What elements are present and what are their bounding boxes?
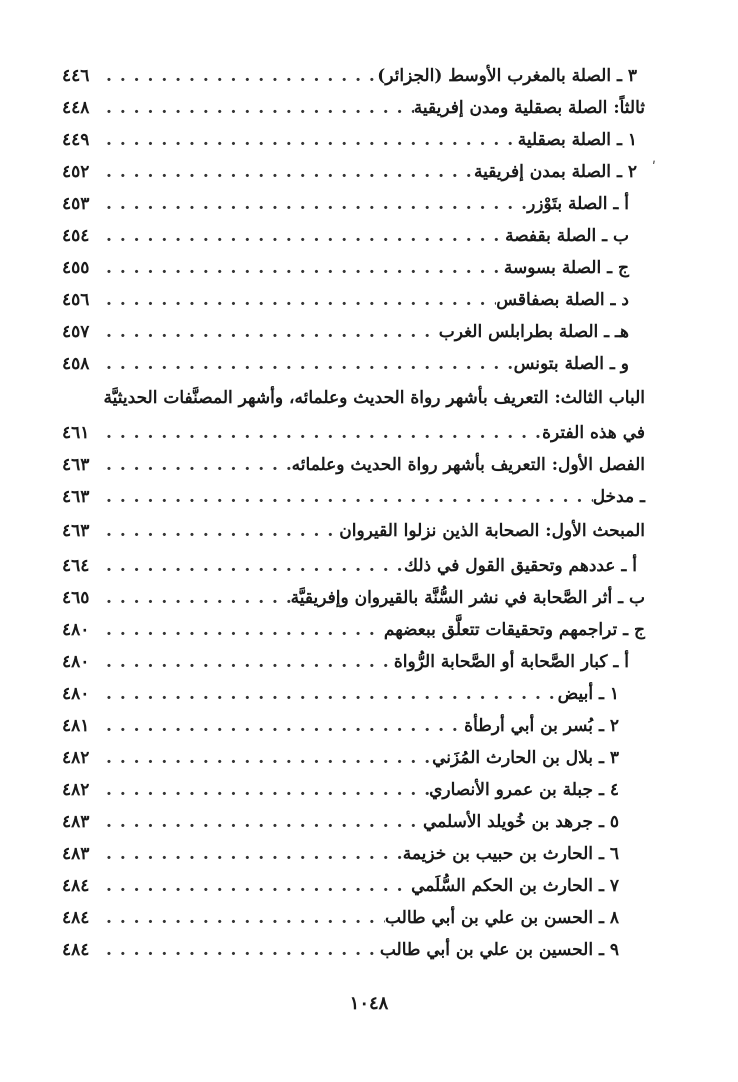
- toc-entry-title: [291, 582, 645, 614]
- toc-entry-title: [385, 902, 619, 934]
- toc-entry-text: ٧ ـ الحارث بن الحكم السُّلَمي: [411, 876, 619, 896]
- toc-entry-text: و ـ الصلة بتونس: [513, 354, 629, 374]
- toc-entry: [62, 774, 645, 806]
- dot-leader: [100, 582, 291, 614]
- toc-entry-text: ج ـ تراجمهم وتحقيقات تتعلَّق ببعضهم: [383, 620, 645, 640]
- toc-entry-text: أ ـ كبار الصَّحابة أو الصَّحابة الرُّواة: [393, 652, 629, 672]
- toc-entry-title: [404, 550, 637, 582]
- toc-entry-page: ٤٨٤: [62, 908, 90, 928]
- toc-entry: [62, 742, 645, 774]
- table-of-contents: [62, 60, 645, 966]
- toc-entry-page: ٤٨٠: [62, 684, 90, 704]
- toc-entry: [62, 710, 645, 742]
- toc-entry-text: ٥ ـ جرهد بن خُويلد الأسلمي: [422, 812, 619, 832]
- dot-leader: [100, 646, 394, 678]
- dot-leader: [100, 449, 292, 481]
- dot-leader: [100, 806, 423, 838]
- toc-entry: [62, 646, 645, 678]
- toc-entry-title: [429, 774, 619, 806]
- toc-entry: [62, 614, 645, 646]
- dot-leader: [100, 838, 403, 870]
- toc-entry-title: [558, 678, 619, 710]
- toc-entry-text: ٣ ـ الصلة بالمغرب الأوسط (الجزائر): [377, 66, 637, 86]
- toc-entry-page: ٤٦٥: [62, 588, 90, 608]
- toc-entry-title: [339, 513, 645, 550]
- dot-leader: [100, 348, 514, 380]
- toc-entry-label: الفصل الأول:: [551, 455, 645, 475]
- dot-leader: [100, 92, 414, 124]
- toc-entry-page: ٤٥٨: [62, 354, 90, 374]
- toc-entry: [62, 92, 645, 124]
- toc-entry-page: ٤٦٣: [62, 521, 90, 541]
- toc-entry-title: [432, 742, 619, 774]
- margin-mark: ʹ: [652, 160, 656, 176]
- toc-entry: [62, 188, 645, 220]
- toc-entry-title: [505, 220, 629, 252]
- toc-entry-page: ٤٥٦: [62, 290, 90, 310]
- page-number: ١٠٤٨: [349, 993, 389, 1014]
- toc-entry-title: [380, 934, 619, 966]
- toc-entry-page: ٤٨٤: [62, 940, 90, 960]
- toc-entry-page: ٤٦١: [62, 423, 90, 443]
- toc-entry-page: ٤٨٣: [62, 812, 90, 832]
- dot-leader: [100, 870, 411, 902]
- toc-entry-text: ب ـ أثر الصَّحابة في نشر السُّنَّة بالقيروان وإفريقيَّة: [290, 588, 645, 608]
- toc-entry: [62, 582, 645, 614]
- toc-entry-text: ٢ ـ بُسر بن أبي أرطأة: [464, 716, 619, 736]
- toc-entry: [62, 156, 645, 188]
- toc-entry-page: ٤٤٩: [62, 130, 90, 150]
- dot-leader: [100, 60, 377, 92]
- toc-entry-title: [62, 380, 645, 417]
- dot-leader: [100, 188, 527, 220]
- toc-entry-page: ٤٨٠: [62, 620, 90, 640]
- toc-entry-title: [464, 710, 619, 742]
- toc-entry-text: الصلة بصقلية ومدن إفريقية: [413, 98, 608, 118]
- toc-entry-text: أ ـ عددهم وتحقيق القول في ذلك: [404, 556, 637, 576]
- toc-entry-page: ٤٦٣: [62, 455, 90, 475]
- toc-entry-page: ٤٥٢: [62, 162, 90, 182]
- toc-entry-label: المبحث الأول:: [545, 521, 645, 541]
- toc-entry-text: ٣ ـ بلال بن الحارث المُزَني: [432, 748, 619, 768]
- toc-entry-text: د ـ الصلة بصفاقس: [496, 290, 629, 310]
- toc-entry: [62, 60, 645, 92]
- toc-entry-title: [423, 806, 619, 838]
- toc-entry-label: الباب الثالث:: [554, 388, 645, 408]
- toc-entry: [62, 481, 645, 513]
- toc-entry-text: ب ـ الصلة بقفصة: [505, 226, 629, 246]
- dot-leader: [100, 550, 404, 582]
- toc-entry-page: ٤٦٣: [62, 487, 90, 507]
- toc-entry-title: [403, 838, 619, 870]
- toc-entry-text: التعريف بأشهر رواة الحديث وعلمائه، وأشهر المصنَّفات الحديثيَّة: [103, 388, 549, 408]
- dot-leader: [100, 417, 542, 449]
- toc-entry: [62, 449, 645, 481]
- toc-entry-text: هـ ـ الصلة بطرابلس الغرب: [438, 322, 629, 342]
- toc-entry: [62, 550, 645, 582]
- toc-entry-page: ٤٨٤: [62, 876, 90, 896]
- dot-leader: [100, 284, 496, 316]
- toc-entry-page: ٤٦٤: [62, 556, 90, 576]
- toc-entry-page: ٤٨١: [62, 716, 90, 736]
- toc-entry-page: ٤٥٧: [62, 322, 90, 342]
- toc-entry: [62, 220, 645, 252]
- toc-entry-text: أ ـ الصلة بتَوْزر: [527, 194, 629, 214]
- toc-entry-title: [474, 156, 637, 188]
- toc-entry: [62, 348, 645, 380]
- toc-entry-text: ٦ ـ الحارث بن حبيب بن خزيمة: [402, 844, 619, 864]
- toc-entry-page: ٤٥٣: [62, 194, 90, 214]
- toc-entry: [62, 417, 645, 449]
- toc-entry-title: [527, 188, 629, 220]
- toc-entry-text: ٩ ـ الحسين بن علي بن أبي طالب: [379, 940, 619, 960]
- dot-leader: [100, 742, 432, 774]
- toc-entry-title: [292, 449, 645, 481]
- toc-entry-text: الصحابة الذين نزلوا القيروان: [339, 521, 540, 541]
- toc-entry-text: ـ مدخل: [592, 487, 645, 507]
- toc-entry-page: ٤٨٢: [62, 748, 90, 768]
- toc-entry-page: ٤٤٦: [62, 66, 90, 86]
- toc-entry-page: ٤٨٣: [62, 844, 90, 864]
- toc-entry-title: [377, 60, 637, 92]
- toc-entry-title: [496, 284, 629, 316]
- toc-entry: [62, 902, 645, 934]
- toc-entry-text: ج ـ الصلة بسوسة: [503, 258, 629, 278]
- toc-entry-text: ١ ـ أبيض: [557, 684, 619, 704]
- toc-entry: [62, 678, 645, 710]
- toc-entry: [62, 806, 645, 838]
- dot-leader: [100, 156, 474, 188]
- toc-entry-page: ٤٨٢: [62, 780, 90, 800]
- toc-entry: [62, 284, 645, 316]
- toc-entry-title: [504, 252, 629, 284]
- toc-entry: [62, 934, 645, 966]
- dot-leader: [100, 934, 380, 966]
- toc-entry: [62, 124, 645, 156]
- dot-leader: [100, 513, 339, 550]
- toc-entry-text: ٢ ـ الصلة بمدن إفريقية: [474, 162, 637, 182]
- dot-leader: [100, 774, 429, 806]
- toc-entry-title: [411, 870, 619, 902]
- dot-leader: [100, 710, 464, 742]
- toc-entry: [62, 513, 645, 550]
- toc-entry-text: ١ ـ الصلة بصقلية: [517, 130, 637, 150]
- dot-leader: [100, 902, 385, 934]
- dot-leader: [100, 252, 504, 284]
- toc-entry-label: ثالثاً:: [613, 98, 645, 118]
- toc-entry-title: [394, 646, 629, 678]
- toc-entry-page: ٤٨٠: [62, 652, 90, 672]
- toc-entry-title: [514, 348, 629, 380]
- dot-leader: [100, 678, 558, 710]
- toc-entry-title: [439, 316, 629, 348]
- dot-leader: [100, 220, 505, 252]
- toc-entry-title: [414, 92, 645, 124]
- toc-entry-title: [384, 614, 645, 646]
- toc-entry: [62, 870, 645, 902]
- toc-entry-text: ٤ ـ جبلة بن عمرو الأنصاري: [429, 780, 619, 800]
- toc-entry-title: [518, 124, 637, 156]
- dot-leader: [100, 124, 518, 156]
- toc-entry: [62, 838, 645, 870]
- toc-entry: [62, 380, 645, 417]
- toc-entry-page: ٤٤٨: [62, 98, 90, 118]
- toc-entry: [62, 252, 645, 284]
- toc-entry-page: ٤٥٤: [62, 226, 90, 246]
- toc-entry-title: [542, 417, 645, 449]
- toc-entry: [62, 316, 645, 348]
- toc-entry-title: [593, 481, 645, 513]
- toc-entry-page: ٤٥٥: [62, 258, 90, 278]
- toc-entry-text: في هذه الفترة: [542, 423, 645, 443]
- toc-entry-text: التعريف بأشهر رواة الحديث وعلمائه: [291, 455, 546, 475]
- dot-leader: [100, 481, 593, 513]
- dot-leader: [100, 316, 439, 348]
- dot-leader: [100, 614, 384, 646]
- toc-entry-text: ٨ ـ الحسن بن علي بن أبي طالب: [384, 908, 619, 928]
